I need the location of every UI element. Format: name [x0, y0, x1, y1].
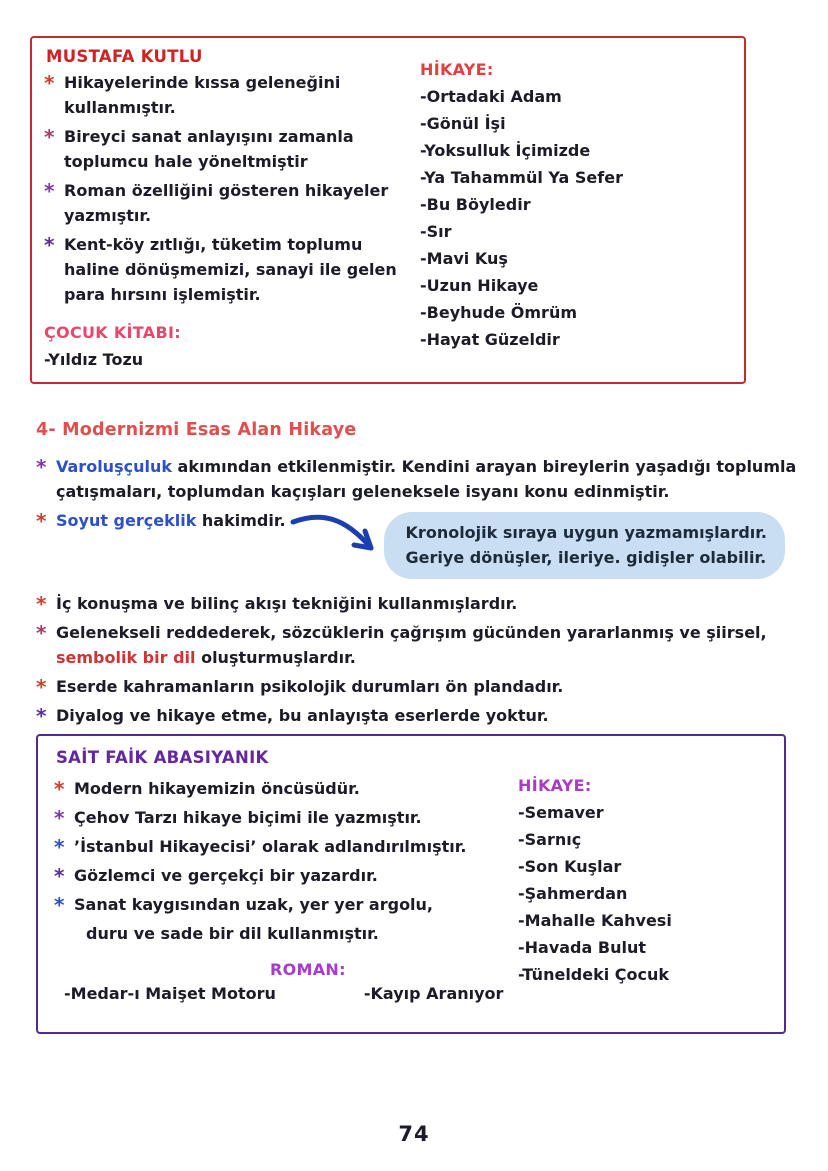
- book-item: -Kayıp Aranıyor: [363, 984, 504, 1003]
- note-line: [36, 454, 802, 504]
- note-line: [54, 776, 494, 801]
- book-item: -Bu Böyledir: [420, 195, 531, 214]
- note-text: ’İstanbul Hikayecisi’ olarak adlandırılmıştır.: [74, 837, 467, 856]
- star-bullet-icon: [54, 779, 64, 799]
- note-line: [54, 834, 494, 859]
- book-item: -Uzun Hikaye: [420, 276, 539, 295]
- highlight-term: sembolik bir dil: [56, 648, 196, 667]
- star-bullet-icon: [44, 127, 54, 147]
- note-line: [36, 591, 802, 616]
- note-text: Hikayelerinde kıssa geleneğini kullanmıştır.: [64, 73, 341, 117]
- sait-faik-box: [36, 734, 786, 1034]
- note-line: [44, 70, 410, 120]
- star-bullet-icon: [54, 895, 64, 915]
- note-line: [36, 703, 802, 728]
- note-text: Gelenekseli reddederek, sözcüklerin çağrışım gücünden yararlanmış ve şiirsel,: [56, 623, 767, 642]
- kutlu-hikaye-column: [420, 56, 720, 353]
- star-bullet-icon: [44, 73, 54, 93]
- note-text: Kent-köy zıtlığı, tüketim toplumu haline dönüşmemizi, sanayi ile gelen para hırsını işlemiştir.: [64, 235, 397, 304]
- note-line: [36, 508, 286, 533]
- book-item: -Medar-ı Maişet Motoru: [64, 984, 276, 1003]
- book-item: -Son Kuşlar: [518, 857, 622, 876]
- book-item: -Beyhude Ömrüm: [420, 303, 577, 322]
- note-line: [54, 892, 494, 917]
- bubble-text: Geriye dönüşler, ileriye. gidişler olabilir.: [405, 548, 767, 567]
- highlight-term: Varoluşçuluk: [56, 457, 172, 476]
- star-bullet-icon: [54, 837, 64, 857]
- curved-arrow-icon: [288, 512, 380, 566]
- kutlu-box-title: MUSTAFA KUTLU: [46, 47, 203, 66]
- note-text: oluşturmuşlardır.: [195, 648, 356, 667]
- cocuk-kitabi-section: [44, 319, 410, 373]
- roman-label: ROMAN:: [270, 960, 346, 979]
- modernizm-section: [36, 420, 802, 732]
- page-number: 74: [398, 1122, 430, 1146]
- bubble-text: Kronolojik sıraya uygun yazmamışlardır.: [405, 523, 767, 542]
- hikaye-label: HİKAYE:: [518, 776, 592, 795]
- note-line: [44, 232, 410, 307]
- star-bullet-icon: [44, 235, 54, 255]
- star-bullet-icon: [36, 623, 46, 643]
- note-text: akımından etkilenmiştir. Kendini arayan bireylerin yaşadığı toplumla çatışmaları, toplumdan kaçışları geleneksele isyanı konu edinmiştir.: [56, 457, 797, 501]
- cocuk-kitabi-label: ÇOCUK KİTABI:: [44, 323, 181, 342]
- book-item: -Yoksulluk İçimizde: [420, 141, 591, 160]
- book-item: -Semaver: [518, 803, 604, 822]
- note-text: Bireyci sanat anlayışını zamanla toplumcu hale yöneltmiştir: [64, 127, 354, 171]
- note-line: [36, 620, 802, 670]
- star-bullet-icon: [54, 866, 64, 886]
- note-line-continuation: [54, 921, 494, 946]
- note-text: Roman özelliğini gösteren hikayeler yazmıştır.: [64, 181, 389, 225]
- star-bullet-icon: [36, 457, 46, 477]
- note-line: [36, 674, 802, 699]
- note-text: duru ve sade bir dil kullanmıştır.: [86, 924, 379, 943]
- sait-box-title: SAİT FAİK ABASIYANIK: [56, 748, 269, 767]
- book-item: -Tüneldeki Çocuk: [518, 965, 670, 984]
- highlight-term: Soyut gerçeklik: [56, 511, 197, 530]
- sait-notes-column: [54, 776, 494, 950]
- roman-items-row: [64, 984, 503, 1003]
- book-item: -Ya Tahammül Ya Sefer: [420, 168, 623, 187]
- note-text: Sanat kaygısından uzak, yer yer argolu,: [74, 895, 434, 914]
- note-text: İç konuşma ve bilinç akışı tekniğini kullanmışlardır.: [56, 594, 518, 613]
- mustafa-kutlu-box: [30, 36, 746, 384]
- book-item: -Mahalle Kahvesi: [518, 911, 672, 930]
- section-heading: 4- Modernizmi Esas Alan Hikaye: [36, 420, 357, 440]
- note-line: [44, 124, 410, 174]
- note-text: Modern hikayemizin öncüsüdür.: [74, 779, 360, 798]
- star-bullet-icon: [44, 181, 54, 201]
- note-text: hakimdir.: [196, 511, 286, 530]
- hikaye-label: HİKAYE:: [420, 60, 494, 79]
- star-bullet-icon: [54, 808, 64, 828]
- book-item: -Mavi Kuş: [420, 249, 508, 268]
- book-item: -Sır: [420, 222, 452, 241]
- star-bullet-icon: [36, 706, 46, 726]
- book-item: -Havada Bulut: [518, 938, 646, 957]
- callout-bubble: [384, 512, 785, 579]
- book-item: -Sarnıç: [518, 830, 582, 849]
- soyut-gerceklik-row: [36, 508, 802, 579]
- star-bullet-icon: [36, 594, 46, 614]
- book-item: -Şahmerdan: [518, 884, 628, 903]
- note-line: [54, 805, 494, 830]
- sait-hikaye-column: [518, 772, 768, 988]
- star-bullet-icon: [36, 677, 46, 697]
- note-line: [54, 863, 494, 888]
- book-item: -Hayat Güzeldir: [420, 330, 560, 349]
- note-text: Çehov Tarzı hikaye biçimi ile yazmıştır.: [74, 808, 422, 827]
- book-item: -Gönül İşi: [420, 114, 506, 133]
- kutlu-notes-column: [44, 70, 410, 373]
- book-item: -Ortadaki Adam: [420, 87, 562, 106]
- note-line: [44, 178, 410, 228]
- note-text: Eserde kahramanların psikolojik durumları ön plandadır.: [56, 677, 564, 696]
- star-bullet-icon: [36, 511, 46, 531]
- book-item: -Yıldız Tozu: [44, 350, 144, 369]
- note-text: Gözlemci ve gerçekçi bir yazardır.: [74, 866, 378, 885]
- note-text: Diyalog ve hikaye etme, bu anlayışta eserlerde yoktur.: [56, 706, 549, 725]
